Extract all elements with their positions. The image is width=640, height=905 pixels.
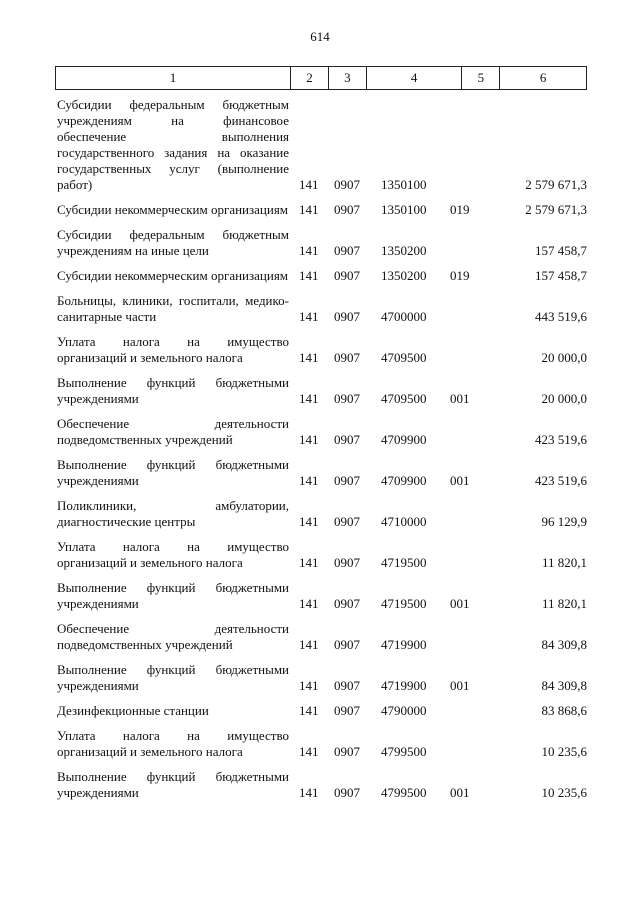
row-sum: 2 579 671,3 <box>525 202 587 217</box>
row-cs: 4710000 <box>381 514 427 529</box>
row-description: Уплата налога на имущество организаций и земельного налога <box>57 539 289 570</box>
row-gr: 141 <box>299 391 319 406</box>
table-row <box>57 202 587 218</box>
table-row <box>57 268 587 284</box>
header-col-2: 2 <box>291 67 329 89</box>
row-description: Уплата налога на имущество организаций и земельного налога <box>57 728 289 759</box>
row-rz: 0907 <box>334 432 360 447</box>
table-row <box>57 621 587 653</box>
table-row <box>57 539 587 571</box>
row-gr: 141 <box>299 514 319 529</box>
row-description: Обеспечение деятельности подведомственных учреждений <box>57 416 289 447</box>
row-gr: 141 <box>299 785 319 800</box>
row-gr: 141 <box>299 473 319 488</box>
row-cs: 4719500 <box>381 596 427 611</box>
table-row <box>57 728 587 760</box>
row-cs: 4719900 <box>381 678 427 693</box>
row-rz: 0907 <box>334 268 360 283</box>
table-row <box>57 498 587 530</box>
row-sum: 423 519,6 <box>535 473 587 488</box>
row-sum: 157 458,7 <box>535 268 587 283</box>
row-sum: 11 820,1 <box>541 555 587 570</box>
table-row <box>57 97 587 193</box>
row-gr: 141 <box>299 555 319 570</box>
table-row <box>57 457 587 489</box>
row-rz: 0907 <box>334 744 360 759</box>
row-sum: 84 309,8 <box>541 678 587 693</box>
row-cs: 4700000 <box>381 309 427 324</box>
row-sum: 84 309,8 <box>541 637 587 652</box>
row-description: Обеспечение деятельности подведомственных учреждений <box>57 621 289 652</box>
row-gr: 141 <box>299 678 319 693</box>
header-col-5: 5 <box>462 67 500 89</box>
row-sum: 11 820,1 <box>541 596 587 611</box>
row-description: Выполнение функций бюджетными учреждениями <box>57 662 289 693</box>
row-sum: 10 235,6 <box>541 744 587 759</box>
row-vr: 019 <box>450 202 470 217</box>
row-description: Поликлиники, амбулатории, диагностические центры <box>57 498 289 529</box>
row-cs: 4719900 <box>381 637 427 652</box>
row-rz: 0907 <box>334 177 360 192</box>
row-sum: 10 235,6 <box>541 785 587 800</box>
row-cs: 4709500 <box>381 350 427 365</box>
row-vr: 001 <box>450 391 470 406</box>
table-header <box>55 66 587 90</box>
row-sum: 20 000,0 <box>541 391 587 406</box>
row-sum: 20 000,0 <box>541 350 587 365</box>
row-gr: 141 <box>299 432 319 447</box>
row-cs: 1350100 <box>381 202 427 217</box>
row-cs: 1350100 <box>381 177 427 192</box>
row-gr: 141 <box>299 703 319 718</box>
table-row <box>57 293 587 325</box>
row-rz: 0907 <box>334 350 360 365</box>
table-row <box>57 703 587 719</box>
table-row <box>57 769 587 801</box>
row-vr: 001 <box>450 473 470 488</box>
header-col-6: 6 <box>539 70 547 85</box>
row-rz: 0907 <box>334 473 360 488</box>
header-col-1: 1 <box>56 67 291 89</box>
row-gr: 141 <box>299 268 319 283</box>
table-row <box>57 416 587 448</box>
row-rz: 0907 <box>334 514 360 529</box>
row-gr: 141 <box>299 744 319 759</box>
row-description: Уплата налога на имущество организаций и земельного налога <box>57 334 289 365</box>
row-gr: 141 <box>299 202 319 217</box>
table-row <box>57 227 587 259</box>
row-sum: 423 519,6 <box>535 432 587 447</box>
row-description: Субсидии некоммерческим организациям <box>57 202 289 217</box>
row-sum: 2 579 671,3 <box>525 177 587 192</box>
table-row <box>57 334 587 366</box>
row-vr: 001 <box>450 785 470 800</box>
row-sum: 157 458,7 <box>535 243 587 258</box>
row-cs: 4719500 <box>381 555 427 570</box>
row-description: Субсидии федеральным бюджетным учреждениям на финансовое обеспечение выполнения государственного задания на оказание государственных услуг (выполнение работ) <box>57 97 289 192</box>
table-row <box>57 662 587 694</box>
row-rz: 0907 <box>334 678 360 693</box>
row-cs: 4709900 <box>381 432 427 447</box>
row-description: Выполнение функций бюджетными учреждениями <box>57 580 289 611</box>
row-rz: 0907 <box>334 637 360 652</box>
row-rz: 0907 <box>334 555 360 570</box>
row-sum: 83 868,6 <box>541 703 587 718</box>
row-gr: 141 <box>299 637 319 652</box>
row-rz: 0907 <box>334 309 360 324</box>
row-cs: 1350200 <box>381 243 427 258</box>
row-cs: 1350200 <box>381 268 427 283</box>
row-vr: 001 <box>450 596 470 611</box>
row-description: Выполнение функций бюджетными учреждениями <box>57 457 289 488</box>
row-rz: 0907 <box>334 243 360 258</box>
row-rz: 0907 <box>334 391 360 406</box>
header-col-4: 4 <box>367 67 463 89</box>
row-description: Выполнение функций бюджетными учреждениями <box>57 769 289 800</box>
row-cs: 4709900 <box>381 473 427 488</box>
page-number: 614 <box>310 29 330 44</box>
row-cs: 4709500 <box>381 391 427 406</box>
header-col-3: 3 <box>329 67 367 89</box>
table-row <box>57 580 587 612</box>
row-rz: 0907 <box>334 202 360 217</box>
row-vr: 001 <box>450 678 470 693</box>
table-body <box>57 97 587 810</box>
row-description: Больницы, клиники, госпитали, медико-санитарные части <box>57 293 289 324</box>
row-cs: 4799500 <box>381 785 427 800</box>
row-cs: 4790000 <box>381 703 427 718</box>
row-description: Субсидии федеральным бюджетным учреждениям на иные цели <box>57 227 289 258</box>
row-gr: 141 <box>299 309 319 324</box>
row-vr: 019 <box>450 268 470 283</box>
row-gr: 141 <box>299 177 319 192</box>
row-rz: 0907 <box>334 596 360 611</box>
row-gr: 141 <box>299 350 319 365</box>
row-gr: 141 <box>299 243 319 258</box>
row-sum: 96 129,9 <box>541 514 587 529</box>
row-sum: 443 519,6 <box>535 309 587 324</box>
table-row <box>57 375 587 407</box>
row-description: Дезинфекционные станции <box>57 703 209 718</box>
row-description: Субсидии некоммерческим организациям <box>57 268 289 283</box>
row-description: Выполнение функций бюджетными учреждениями <box>57 375 289 406</box>
row-rz: 0907 <box>334 703 360 718</box>
row-rz: 0907 <box>334 785 360 800</box>
row-gr: 141 <box>299 596 319 611</box>
row-cs: 4799500 <box>381 744 427 759</box>
